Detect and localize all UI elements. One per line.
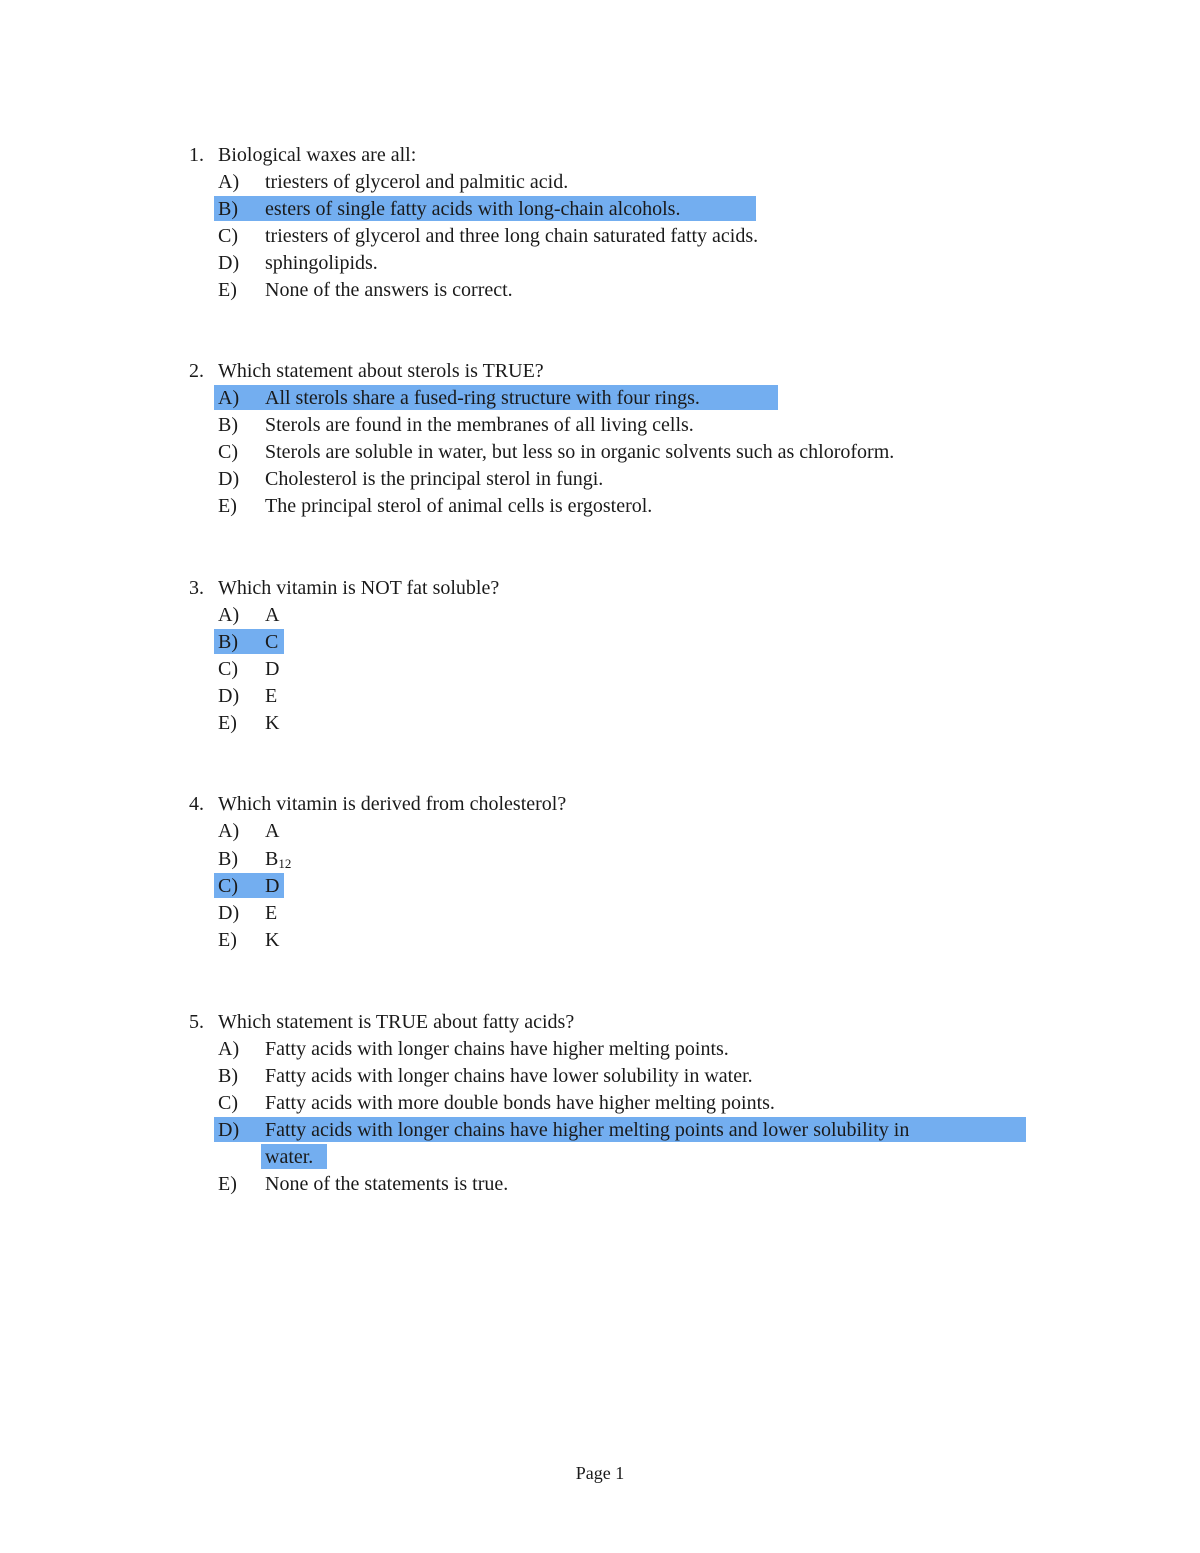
question-3-stem: [0, 575, 1200, 602]
option-letter: A): [218, 604, 240, 626]
option-letter: D): [218, 1119, 240, 1141]
option-text: Sterols are soluble in water, but less so in organic solvents such as chloroform.: [265, 441, 895, 463]
option-letter: A): [218, 387, 240, 409]
option-text: A: [265, 604, 280, 626]
option-letter: E): [218, 712, 237, 734]
option-letter: E): [218, 495, 237, 517]
option-text: Sterols are found in the membranes of all living cells.: [265, 414, 694, 436]
page-footer: [0, 1461, 1200, 1485]
option-5a[interactable]: [0, 1036, 1200, 1063]
question-text: Which statement about sterols is TRUE?: [218, 360, 544, 382]
option-text: K: [265, 929, 280, 951]
option-text: None of the statements is true.: [265, 1173, 509, 1195]
option-letter: B): [218, 414, 238, 436]
question-number: 2.: [189, 360, 204, 382]
option-3c[interactable]: [0, 656, 1200, 683]
question-5-stem: [0, 1009, 1200, 1036]
option-text: triesters of glycerol and palmitic acid.: [265, 171, 569, 193]
question-number: 4.: [189, 793, 204, 815]
option-letter: C): [218, 441, 238, 463]
option-5c[interactable]: [0, 1090, 1200, 1117]
option-subscript: 12: [278, 856, 292, 871]
option-4d[interactable]: [0, 900, 1200, 927]
option-text: All sterols share a fused-ring structure with four rings.: [265, 387, 700, 409]
option-letter: E): [218, 279, 237, 301]
option-5d[interactable]: [0, 1117, 1200, 1144]
option-2e[interactable]: [0, 493, 1200, 520]
option-letter: D): [218, 252, 240, 274]
option-letter: B): [218, 1065, 238, 1087]
option-text: None of the answers is correct.: [265, 279, 513, 301]
option-2d[interactable]: [0, 466, 1200, 493]
option-letter: B): [218, 198, 238, 220]
question-2-stem: [0, 358, 1200, 385]
question-text: Which vitamin is derived from cholesterol?: [218, 793, 567, 815]
option-4c[interactable]: [0, 873, 1200, 900]
question-4-stem: [0, 791, 1200, 818]
page-number: Page 1: [575, 1463, 625, 1483]
question-text: Which vitamin is NOT fat soluble?: [218, 577, 500, 599]
option-letter: A): [218, 171, 240, 193]
option-2b[interactable]: [0, 412, 1200, 439]
option-5d-continuation: water.: [265, 1146, 314, 1168]
option-letter: B): [218, 848, 238, 870]
option-5b[interactable]: [0, 1063, 1200, 1090]
option-4e[interactable]: [0, 927, 1200, 954]
option-text-main: B: [265, 848, 279, 870]
option-text: triesters of glycerol and three long chain saturated fatty acids.: [265, 225, 759, 247]
option-text: D: [265, 875, 280, 897]
option-letter: C): [218, 658, 238, 680]
option-letter: D): [218, 902, 240, 924]
option-letter: D): [218, 685, 240, 707]
question-number: 3.: [189, 577, 204, 599]
option-2a[interactable]: [0, 385, 1200, 412]
option-text: Cholesterol is the principal sterol in fungi.: [265, 468, 604, 490]
question-text: Biological waxes are all:: [218, 144, 417, 166]
option-text: E: [265, 685, 278, 707]
option-text: E: [265, 902, 278, 924]
option-1c[interactable]: [0, 223, 1200, 250]
question-1-stem: [0, 142, 1200, 169]
option-3e[interactable]: [0, 710, 1200, 737]
option-letter: D): [218, 468, 240, 490]
question-number: 1.: [189, 144, 204, 166]
option-4a[interactable]: [0, 818, 1200, 845]
option-letter: A): [218, 1038, 240, 1060]
option-1a[interactable]: [0, 169, 1200, 196]
option-letter: E): [218, 1173, 237, 1195]
option-letter: C): [218, 875, 238, 897]
option-4b[interactable]: [0, 846, 1200, 873]
option-text: esters of single fatty acids with long-chain alcohols.: [265, 198, 681, 220]
option-2c[interactable]: [0, 439, 1200, 466]
option-text: C: [265, 631, 279, 653]
option-1d[interactable]: [0, 250, 1200, 277]
option-text: D: [265, 658, 280, 680]
question-number: 5.: [189, 1011, 204, 1033]
option-text: K: [265, 712, 280, 734]
option-3b[interactable]: [0, 629, 1200, 656]
option-text: A: [265, 820, 280, 842]
option-text: Fatty acids with longer chains have lower solubility in water.: [265, 1065, 753, 1087]
option-text: Fatty acids with more double bonds have higher melting points.: [265, 1092, 775, 1114]
option-letter: B): [218, 631, 238, 653]
option-letter: C): [218, 225, 238, 247]
option-text: Fatty acids with longer chains have higher melting points.: [265, 1038, 729, 1060]
option-text: Fatty acids with longer chains have higher melting points and lower solubility in: [265, 1119, 910, 1141]
option-5e[interactable]: [0, 1171, 1200, 1198]
option-letter: C): [218, 1092, 238, 1114]
option-letter: A): [218, 820, 240, 842]
option-3a[interactable]: [0, 602, 1200, 629]
option-3d[interactable]: [0, 683, 1200, 710]
option-letter: E): [218, 929, 237, 951]
option-text: sphingolipids.: [265, 252, 378, 274]
option-1b[interactable]: [0, 196, 1200, 223]
option-text: The principal sterol of animal cells is ergosterol.: [265, 495, 653, 517]
option-1e[interactable]: [0, 277, 1200, 304]
option-text: [265, 846, 291, 873]
question-text: Which statement is TRUE about fatty acids?: [218, 1011, 575, 1033]
